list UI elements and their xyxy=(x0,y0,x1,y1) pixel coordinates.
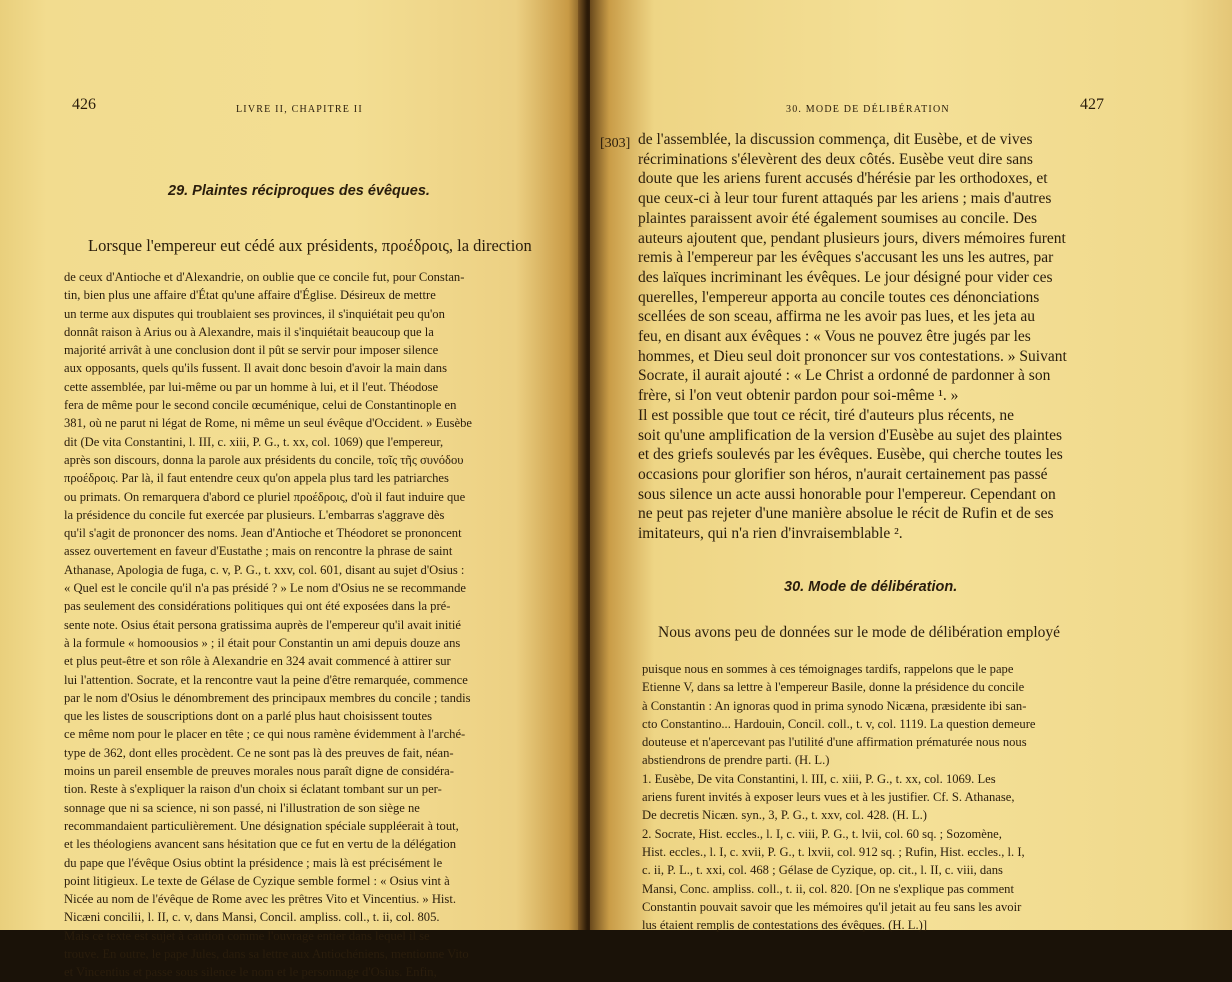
text-line: et Vincentius et passe sous silence le nom et le personnage d'Osius. Enfin, xyxy=(64,965,437,980)
text-line: Socrate, il aurait ajouté : « Le Christ a ordonné de pardonner à son xyxy=(638,367,1051,385)
text-line: sonnage que ni sa science, ni son passé, ni l'illustration de son siège ne xyxy=(64,800,420,815)
text-line: ce même nom pour le placer en tête ; ce qui nous ramène évidemment à l'arché- xyxy=(64,727,466,742)
text-line: scellées de son sceau, affirma ne les avoir pas lues, et les jeta au xyxy=(638,308,1035,326)
text-line: tion. Reste à s'expliquer la raison d'un choix si éclatant tombant sur un per- xyxy=(64,782,442,797)
text-line: plaintes paraissent avoir été également soumises au concile. Des xyxy=(638,209,1037,227)
text-line: auteurs ajoutent que, pendant plusieurs jours, divers mémoires furent xyxy=(638,229,1066,247)
text-line: et les théologiens avancent sans hésitation que ce fut en vertu de la délégation xyxy=(64,837,457,852)
text-line: un terme aux disputes qui troublaient ses provinces, il s'inquiétait peu qu'on xyxy=(64,306,445,321)
text-line: assez ouvertement en faveur d'Eustathe ; mais on rencontre la phrase de saint xyxy=(64,544,453,559)
text-line: tin, bien plus une affaire d'État qu'une affaire d'Église. Désireux de mettre xyxy=(64,288,436,303)
text-line: et plus peut-être et son rôle à Alexandrie en 324 avait commencé à attirer sur xyxy=(64,654,451,669)
text-line: moins un pareil ensemble de preuves morales nous paraît digne de considéra- xyxy=(64,764,454,779)
page-number: 426 xyxy=(72,96,96,113)
text-line: querelles, l'empereur apporta au concile toutes ces dénonciations xyxy=(638,288,1040,306)
text-line: 2. Socrate, Hist. eccles., l. I, c. viii, P. G., t. lvii, col. 60 sq. ; Sozomène, xyxy=(642,826,1002,841)
text-line: « Quel est le concile qu'il n'a pas présidé ? » Le nom d'Osius ne se recommande xyxy=(64,581,466,596)
page-number: 427 xyxy=(1080,96,1104,113)
body-text xyxy=(638,130,1110,544)
text-line: remis à l'empereur par les évêques s'accusant les uns les autres, par xyxy=(638,249,1054,267)
text-line: ne peut pas rejeter d'une manière absolue le récit de Rufin et de ses xyxy=(638,505,1054,523)
text-line: soit qu'une amplification de la version d'Eusèbe au sujet des plaintes xyxy=(638,426,1062,444)
lead-line: Lorsque l'empereur eut cédé aux présidents, προέδροις, la direction xyxy=(88,236,532,255)
running-head: 30. MODE DE DÉLIBÉRATION xyxy=(786,104,950,115)
text-line: du pape que l'évêque Osius obtint la présidence ; mais là est précisément le xyxy=(64,855,443,870)
text-line: que les listes de souscriptions dont on a parlé plus haut choisissent toutes xyxy=(64,709,432,724)
text-line: De decretis Nicæn. syn., 3, P. G., t. xxv, col. 428. (H. L.) xyxy=(642,808,927,823)
text-line: Constantin pouvait savoir que les mémoires qu'il jetait au feu sans les avoir xyxy=(642,899,1022,914)
text-line: Hist. eccles., l. I, c. xvii, P. G., t. lxvii, col. 912 sq. ; Rufin, Hist. eccles., l. I, xyxy=(642,844,1025,859)
text-line: cto Constantino... Hardouin, Concil. coll., t. v, col. 1119. La question demeure xyxy=(642,716,1036,731)
text-line: προέδροις. Par là, il faut entendre ceux qu'on appela plus tard les patriarches xyxy=(64,471,449,486)
text-line: de ceux d'Antioche et d'Alexandrie, on oublie que ce concile fut, pour Constan- xyxy=(64,270,465,284)
text-line: Nicée au nom de l'évêque de Rome avec les prêtres Vito et Vincentius. » Hist. xyxy=(64,892,456,907)
text-line: pas seulement des considérations politiques qui ont été exposées dans la pré- xyxy=(64,599,451,614)
text-line: à Constantin : An ignoras quod in prima synodo Nicæna, præsidente ibi san- xyxy=(642,698,1027,713)
text-line: point litigieux. Le texte de Gélase de Cyzique semble formel : « Osius vint à xyxy=(64,873,450,888)
margin-marker: [303] xyxy=(600,136,631,151)
text-line: hommes, et Dieu seul doit prononcer sur vos contestations. » Suivant xyxy=(638,347,1067,365)
running-head: LIVRE II, CHAPITRE II xyxy=(236,104,363,115)
text-line: occasions pour glorifier son héros, n'aurait certainement pas passé xyxy=(638,465,1048,483)
text-line: feu, en disant aux évêques : « Vous ne pouvez être jugés par les xyxy=(638,328,1031,346)
text-line: Mais ce texte est sujet à caution comme l'ouvrage entier dans lequel il se xyxy=(64,928,430,943)
text-line: par le nom d'Osius le dénombrement des principaux membres du concile ; tandis xyxy=(64,690,471,705)
text-line: aux opposants, quels qu'ils fussent. Il avait donc besoin d'avoir la main dans xyxy=(64,361,447,376)
text-line: de l'assemblée, la discussion commença, dit Eusèbe, et de vives xyxy=(638,131,1033,148)
text-line: 381, où ne parut ni légat de Rome, ni même un seul évêque d'Occident. » Eusèbe xyxy=(64,416,472,431)
text-line: recommandaient particulièrement. Une désignation spéciale suppléerait à tout, xyxy=(64,818,459,833)
text-line: puisque nous en sommes à ces témoignages tardifs, rappelons que le pape xyxy=(642,662,1014,676)
text-line: majorité arrivât à une conclusion dont il pût se servir pour imposer silence xyxy=(64,343,439,358)
text-line: imitateurs, qui n'a rien d'invraisemblable ². xyxy=(638,525,903,543)
text-line: douteuse et n'apercevant pas l'utilité d'une affirmation prématurée nous nous xyxy=(642,735,1027,750)
text-line: frère, si l'on veut obtenir pardon pour soi-même ¹. » xyxy=(638,387,959,405)
lead-line: Nous avons peu de données sur le mode de délibération employé xyxy=(658,624,1061,641)
text-line: Etienne V, dans sa lettre à l'empereur Basile, donne la présidence du concile xyxy=(642,680,1025,695)
text-line: ou primats. On remarquera d'abord ce pluriel προέδροις, d'où il faut induire que xyxy=(64,489,466,504)
right-page xyxy=(590,0,1232,933)
text-line: donnât raison à Arius ou à Alexandre, mais il s'inquiétait beaucoup que la xyxy=(64,324,434,339)
section-title: 30. Mode de délibération. xyxy=(784,579,958,595)
text-line: Il est possible que tout ce récit, tiré d'auteurs plus récents, ne xyxy=(638,406,1014,424)
text-line: Nicæni concilii, l. II, c. v, dans Mansi, Concil. ampliss. coll., t. ii, col. 805. xyxy=(64,910,440,925)
text-line: sente note. Osius était persona gratissima auprès de l'empereur qu'il avait initié xyxy=(64,617,461,632)
text-line: dit (De vita Constantini, l. III, c. xiii, P. G., t. xx, col. 1069) que l'empereur, xyxy=(64,434,444,449)
text-line: Athanase, Apologia de fuga, c. v, P. G., t. xxv, col. 601, disant au sujet d'Osius : xyxy=(64,562,465,577)
text-line: cette assemblée, par lui-même ou par un homme à lui, et il l'eut. Théodose xyxy=(64,379,439,394)
text-line: lui l'attention. Socrate, et la rencontre vaut la peine d'être remarquée, commence xyxy=(64,672,468,687)
text-line: après son discours, donna la parole aux présidents du concile, τοῖς τῆς συνόδου xyxy=(64,452,464,467)
text-line: abstiendrons de prendre parti. (H. L.) xyxy=(642,753,830,768)
text-line: des laïques incriminant les évêques. Le jour désigné pour vider ces xyxy=(638,268,1053,286)
text-line: ariens furent invités à exposer leurs vues et à les justifier. Cf. S. Athanase, xyxy=(642,790,1015,805)
text-line: à la formule « homoousios » ; il était pour Constantin un ami depuis douze ans xyxy=(64,635,461,650)
text-line: c. ii, P. L., t. xxi, col. 468 ; Gélase de Cyzique, op. cit., l. II, c. viii, dans xyxy=(642,863,1003,878)
footnote-block xyxy=(642,660,1108,934)
text-line: et des griefs soulevés par les évêques. Eusèbe, qui cherche toutes les xyxy=(638,446,1063,464)
footnote-block xyxy=(64,268,540,982)
text-line: type de 362, dont elles procèdent. Ce ne sont pas là des preuves de fait, néan- xyxy=(64,745,454,760)
text-line: lus étaient remplis de contestations des évêques. (H. L.)] xyxy=(642,918,928,933)
text-line: doute que les ariens furent accusés d'hérésie par les orthodoxes, et xyxy=(638,170,1048,188)
section-title: 29. Plaintes réciproques des évêques. xyxy=(168,183,430,199)
text-line: trouve. En outre, le pape Jules, dans sa lettre aux Antiochéniens, mentionne Vito xyxy=(64,946,469,961)
text-line: récriminations s'élevèrent des deux côtés. Eusèbe veut dire sans xyxy=(638,150,1033,168)
text-line: Mansi, Conc. ampliss. coll., t. ii, col. 820. [On ne s'explique pas comment xyxy=(642,881,1014,896)
text-line: sous silence un acte aussi honorable pour l'empereur. Cependant on xyxy=(638,485,1056,503)
text-line: 1. Eusèbe, De vita Constantini, l. III, c. xiii, P. G., t. xx, col. 1069. Les xyxy=(642,771,996,786)
text-line: fera de même pour le second concile œcuménique, celui de Constantinople en xyxy=(64,398,457,413)
left-page xyxy=(0,0,586,980)
text-line: qu'il s'agit de prononcer des noms. Jean d'Antioche et Théodoret se prononcent xyxy=(64,526,462,541)
text-line: que ceux-ci à leur tour furent attaqués par les ariens ; mais d'autres xyxy=(638,190,1052,208)
text-line: la présidence du concile fut exercée par plusieurs. L'embarras s'aggrave dès xyxy=(64,507,445,522)
